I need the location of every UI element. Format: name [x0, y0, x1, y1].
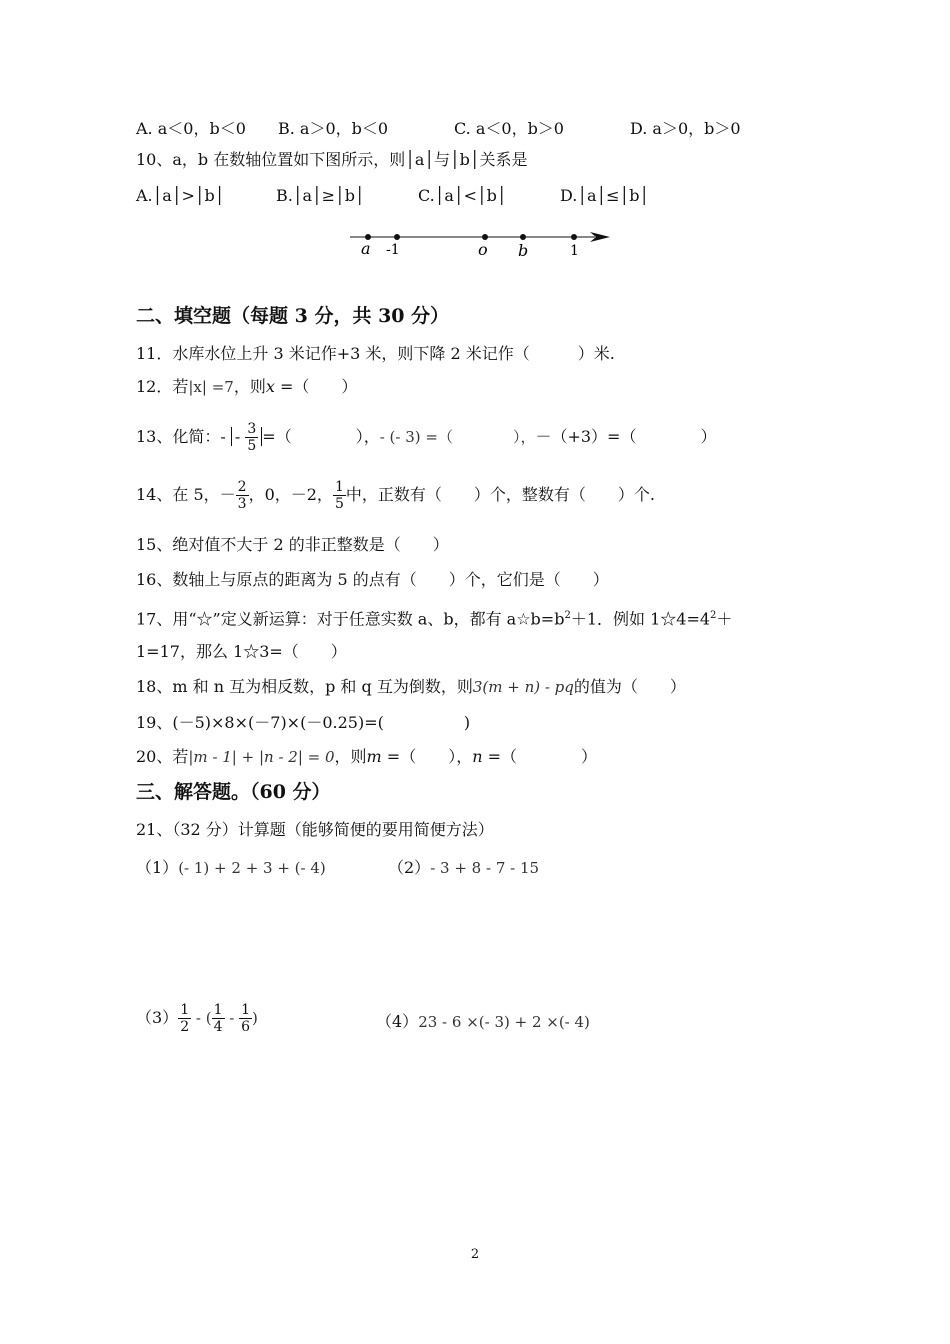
q10-option-d: D.│a│≤│b│: [560, 186, 650, 205]
q13: [136, 420, 716, 454]
q14: [136, 478, 655, 512]
q13-pre: 13、化简：-: [136, 427, 231, 446]
label-one: 1: [570, 243, 579, 259]
q13-frac-num: 3: [247, 421, 257, 437]
q17-line2: 1=17，那么 1☆3=（ ）: [136, 642, 347, 661]
q10-option-b: B.│a│≥│b│: [276, 186, 365, 205]
q14-frac2-num: 1: [334, 479, 344, 495]
label-minus-one: -1: [386, 242, 400, 258]
q12: [136, 377, 357, 397]
q20-post1: =（ ），: [381, 747, 473, 766]
q12-post: =（ ）: [274, 377, 358, 396]
q10-option-c: C.│a│<│b│: [418, 186, 507, 205]
q18: [136, 677, 686, 697]
q20: [136, 747, 597, 767]
q12-mid: ，则: [233, 377, 266, 396]
q21-stem: 21、（32 分）计算题（能够简便的要用简便方法）: [136, 820, 494, 839]
q18-expr: 3(m + n) - pq: [472, 678, 574, 696]
point-minus-one: [394, 234, 400, 240]
q21-4-label: （4）: [376, 1012, 419, 1031]
label-b: b: [518, 241, 529, 260]
q13-abs: - $\frac{3}{5}$: [231, 427, 262, 446]
q14-frac1-den: 3: [237, 496, 247, 512]
q18-pre: 18、m 和 n 互为相反数，p 和 q 互为倒数，则: [136, 677, 473, 696]
q9-option-a: A. a＜0，b＜0: [136, 119, 246, 138]
q21-2-expr: - 3 + 8 - 7 - 15: [430, 859, 540, 877]
q20-pre: 20、若: [136, 747, 189, 766]
q14-frac1: [236, 479, 249, 512]
section-2-title: 二、填空题（每题 3 分，共 30 分）: [136, 305, 450, 327]
q21-4: [376, 1009, 590, 1032]
q14-mid: ，0，－2，: [248, 485, 333, 504]
q21-1-expr: (- 1) + 2 + 3 + (- 4): [178, 859, 326, 877]
q14-post: 中，正数有（ ）个，整数有（ ）个.: [345, 485, 655, 504]
q13-frac: [245, 421, 258, 454]
q14-pre: 14、在 5，－: [136, 485, 236, 504]
q21-4-expr: 23 - 6 ×(- 3) + 2 ×(- 4): [418, 1013, 590, 1031]
q10-stem: 10、a，b 在数轴位置如下图所示，则│a│与│b│关系是: [136, 150, 528, 169]
q14-frac1-num: 2: [237, 479, 247, 495]
q21-3-close: ): [252, 1009, 258, 1027]
q18-post: 的值为（ ）: [573, 677, 686, 696]
q13-part1-end: =（ ），: [262, 427, 380, 446]
q14-frac2: [333, 479, 346, 512]
q21-1-label: （1）: [136, 858, 179, 877]
label-a: a: [361, 239, 371, 258]
label-origin: o: [478, 240, 488, 259]
q17-sup2: 2: [710, 610, 717, 621]
q13-part2: - (- 3) =（ ），: [379, 428, 536, 446]
q12-expr: |x| =7: [188, 378, 234, 396]
q17-sup1: 2: [564, 610, 571, 621]
point-b: [520, 234, 526, 240]
q10-option-a: A.│a│>│b│: [136, 186, 225, 205]
q20-expr: |m - 1| + |n - 2| = 0: [188, 748, 335, 766]
q20-post2: =（ ）: [482, 747, 598, 766]
q16: 16、数轴上与原点的距离为 5 的点有（ ）个，它们是（ ）: [136, 570, 609, 589]
q20-n: n: [472, 747, 483, 766]
q14-frac2-den: 5: [334, 496, 344, 512]
q9-option-b: B. a＞0，b＜0: [278, 119, 389, 138]
q21-3-frac3: $\frac{1}{6}$: [241, 1002, 251, 1035]
q21-3: [136, 1000, 258, 1036]
page-number: 2: [470, 1247, 480, 1262]
q20-m: m: [366, 747, 382, 766]
q21-3-frac1: $\frac{1}{2}$: [180, 1002, 190, 1035]
q17-post: ＋: [716, 609, 733, 629]
point-one: [571, 234, 577, 240]
q17-pre: 17、用“☆”定义新运算：对于任意实数 a、b，都有 a☆b=b: [136, 609, 565, 629]
q12-pre: 12．若: [136, 377, 189, 396]
q21-3-label: （3）: [136, 1008, 179, 1027]
q21-1: [136, 855, 326, 878]
q12-var: x: [265, 377, 275, 396]
q21-3-frac2: $\frac{1}{4}$: [213, 1002, 223, 1035]
q11: 11．水库水位上升 3 米记作+3 米，则下降 2 米记作（ ）米.: [136, 344, 615, 363]
q13-frac-den: 5: [247, 438, 257, 454]
q9-option-d: D. a＞0，b＞0: [630, 119, 741, 138]
q21-2-label: （2）: [388, 858, 431, 877]
q17-line1: [136, 606, 732, 629]
q13-part3: －（+3）=（ ）: [535, 427, 717, 446]
q15: 15、绝对值不大于 2 的非正整数是（ ）: [136, 535, 449, 554]
q21-3-op1: - (: [191, 1009, 212, 1027]
q19: 19、(－5)×8×(－7)×(－0.25)=( ): [136, 713, 471, 732]
number-line-figure: [340, 226, 620, 262]
q21-2: [388, 855, 539, 878]
q9-option-c: C. a＜0，b＞0: [454, 119, 564, 138]
section-3-title: 三、解答题。（60 分）: [136, 781, 331, 803]
q17-mid: ＋1．例如 1☆4=4: [570, 609, 711, 629]
q20-mid: ，则: [334, 747, 367, 766]
q21-3-op2: -: [224, 1009, 240, 1027]
